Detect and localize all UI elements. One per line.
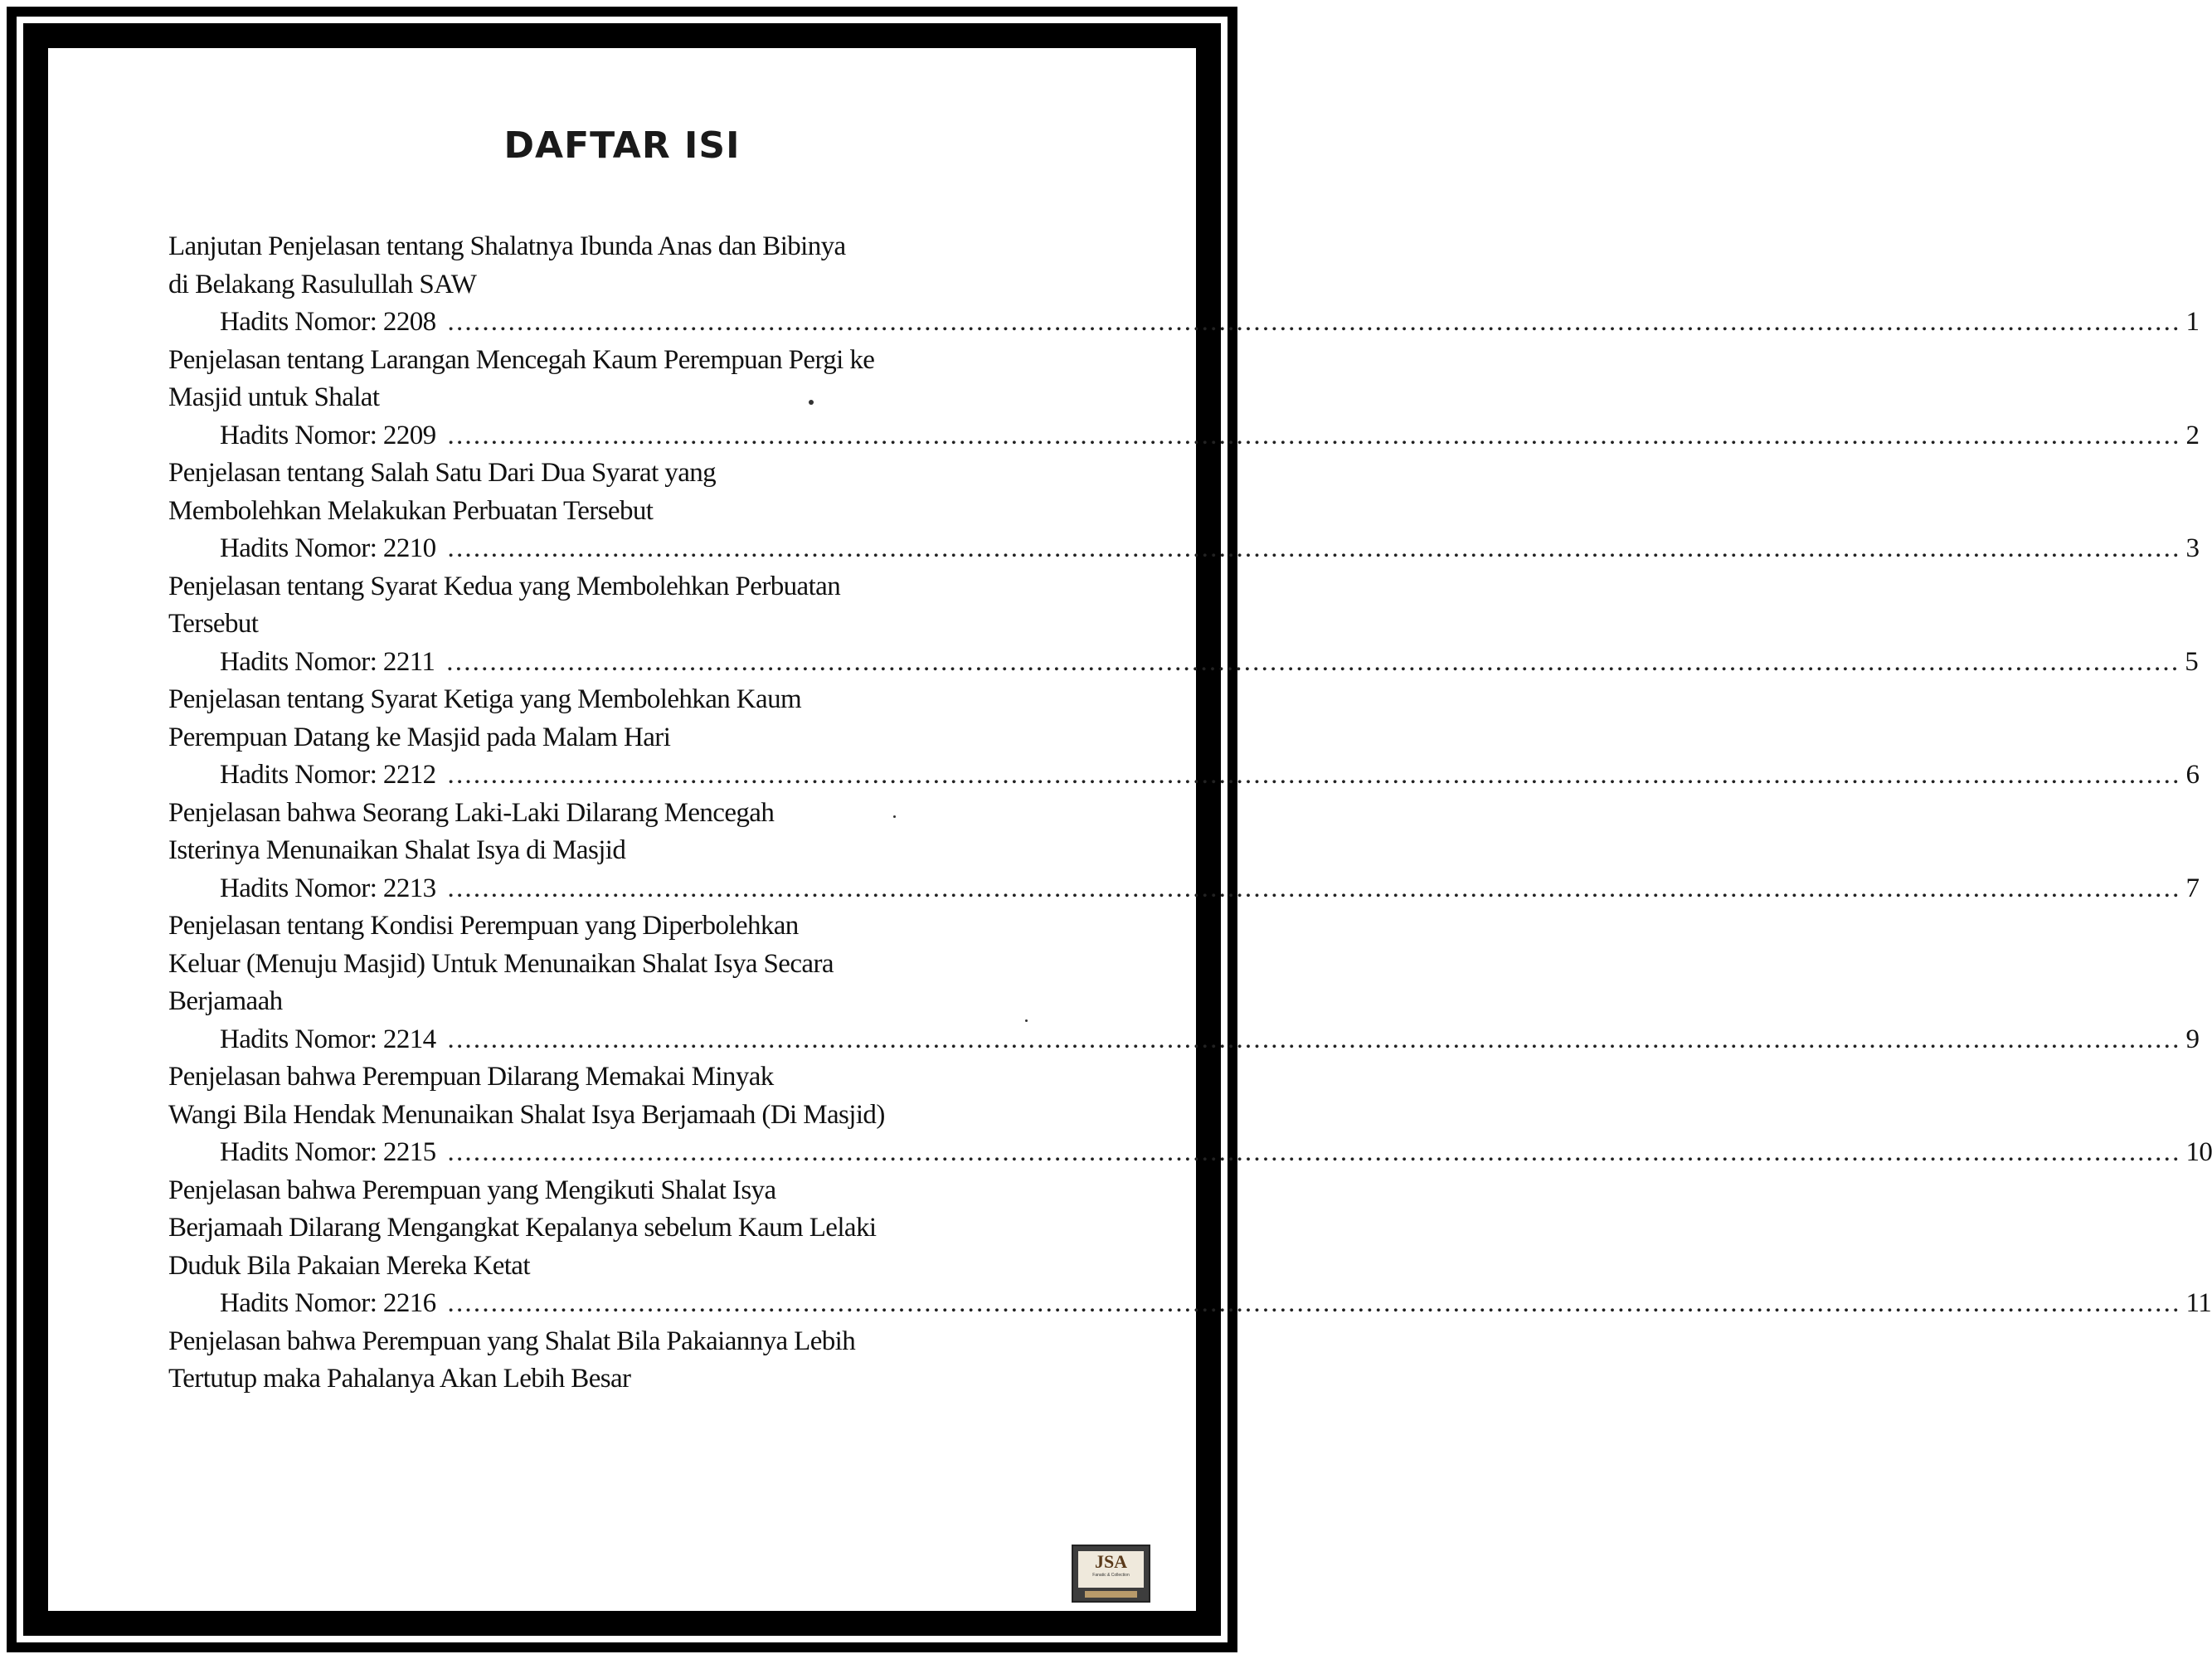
toc-entry-title-line: Keluar (Menuju Masjid) Untuk Menunaikan Shalat Isya Secara — [168, 948, 834, 979]
toc-entry — [168, 228, 2200, 342]
toc-entry — [168, 568, 2199, 682]
toc-entry-title-line: Penjelasan bahwa Perempuan yang Shalat Bila Pakaiannya Lebih — [168, 1326, 856, 1356]
dot-leader: ........................................................................................................................................................................................................ — [447, 420, 2181, 450]
toc-entry-title-line: Penjelasan bahwa Seorang Laki-Laki Dilarang Mencegah — [168, 797, 775, 828]
table-of-contents — [168, 228, 2212, 1399]
toc-hadith-line — [168, 530, 2200, 568]
page-number: 3 — [2185, 533, 2200, 563]
toc-hadith-line — [168, 304, 2200, 342]
toc-entry-title-line: Tertutup maka Pahalanya Akan Lebih Besar — [168, 1364, 631, 1394]
page-number: 2 — [2185, 420, 2200, 450]
page-number: 11 — [2185, 1288, 2212, 1318]
toc-entry — [168, 681, 2200, 795]
page-number: 7 — [2185, 873, 2200, 903]
toc-entry-title-line: Masjid untuk Shalat — [168, 382, 380, 412]
page-title: DAFTAR ISI — [503, 124, 741, 167]
toc-entry-title-line: di Belakang Rasulullah SAW — [168, 269, 477, 299]
page-number: 9 — [2185, 1024, 2200, 1054]
toc-hadith-line — [168, 644, 2199, 682]
toc-entry-title-line: Penjelasan tentang Salah Satu Dari Dua Syarat yang — [168, 458, 717, 488]
logo-brand: JSA — [1094, 1551, 1128, 1572]
page-number: 6 — [2185, 760, 2200, 790]
toc-entry-title-line: Perempuan Datang ke Masjid pada Malam Hari — [168, 722, 671, 752]
hadith-number: Hadits Nomor: 2213 — [220, 873, 436, 903]
page-number: 5 — [2185, 646, 2199, 677]
dot-leader: ........................................................................................................................................................................................................ — [447, 533, 2181, 563]
toc-entry-title-line: Isterinya Menunaikan Shalat Isya di Masjid — [168, 835, 626, 865]
page-number: 10 — [2185, 1137, 2212, 1167]
scan-speck — [893, 815, 896, 818]
toc-entry — [168, 1323, 1048, 1399]
toc-hadith-line — [168, 417, 2200, 455]
toc-hadith-line — [168, 757, 2200, 795]
toc-entry-title-line: Berjamaah Dilarang Mengangkat Kepalanya sebelum Kaum Lelaki — [168, 1213, 877, 1243]
toc-entry-title-line: Wangi Bila Hendak Menunaikan Shalat Isya Berjamaah (Di Masjid) — [168, 1099, 885, 1130]
hadith-number: Hadits Nomor: 2212 — [220, 760, 436, 790]
toc-hadith-line — [168, 1134, 2212, 1172]
hadith-number: Hadits Nomor: 2216 — [220, 1288, 436, 1318]
toc-hadith-line — [168, 1285, 2212, 1323]
scan-speck — [809, 400, 814, 405]
toc-entry — [168, 342, 2200, 455]
toc-entry — [168, 1172, 2212, 1323]
dot-leader: ........................................................................................................................................................................................................ — [447, 307, 2181, 337]
dot-leader: ........................................................................................................................................................................................................ — [447, 760, 2181, 790]
hadith-number: Hadits Nomor: 2215 — [220, 1137, 436, 1167]
toc-entry — [168, 455, 2200, 568]
toc-hadith-line — [168, 870, 2200, 908]
toc-entry-title-line: Penjelasan bahwa Perempuan Dilarang Memakai Minyak — [168, 1062, 774, 1092]
hadith-number: Hadits Nomor: 2214 — [220, 1024, 436, 1054]
toc-entry — [168, 795, 2200, 908]
toc-entry-title-line: Penjelasan tentang Syarat Ketiga yang Membolehkan Kaum — [168, 684, 802, 714]
toc-entry — [168, 1058, 2212, 1172]
toc-entry-title-line: Lanjutan Penjelasan tentang Shalatnya Ibunda Anas dan Bibinya — [168, 231, 846, 261]
dot-leader: ........................................................................................................................................................................................................ — [447, 873, 2181, 903]
toc-entry-title-line: Penjelasan tentang Syarat Kedua yang Membolehkan Perbuatan — [168, 571, 841, 601]
toc-entry-title-line: Penjelasan bahwa Perempuan yang Mengikuti Shalat Isya — [168, 1175, 776, 1205]
page-number: 1 — [2185, 307, 2200, 337]
dot-leader: ........................................................................................................................................................................................................ — [447, 1024, 2181, 1054]
toc-hadith-line — [168, 1021, 2200, 1059]
toc-entry-title-line: Duduk Bila Pakaian Mereka Ketat — [168, 1250, 530, 1281]
toc-entry-title-line: Membolehkan Melakukan Perbuatan Tersebut — [168, 495, 654, 526]
dot-leader: ........................................................................................................................................................................................................ — [447, 1288, 2181, 1318]
toc-entry-title-line: Penjelasan tentang Larangan Mencegah Kaum Perempuan Pergi ke — [168, 344, 875, 375]
toc-entry — [168, 907, 2200, 1058]
hadith-number: Hadits Nomor: 2208 — [220, 307, 436, 337]
dot-leader: ........................................................................................................................................................................................................ — [446, 646, 2180, 677]
dot-leader: ........................................................................................................................................................................................................ — [447, 1137, 2181, 1167]
scan-speck — [1025, 1019, 1028, 1022]
hadith-number: Hadits Nomor: 2209 — [220, 420, 436, 450]
toc-entry-title-line: Berjamaah — [168, 986, 283, 1016]
toc-entry-title-line: Tersebut — [168, 609, 259, 639]
jsa-logo — [1072, 1545, 1150, 1603]
hadith-number: Hadits Nomor: 2210 — [220, 533, 436, 563]
toc-entry-title-line: Penjelasan tentang Kondisi Perempuan yang Diperbolehkan — [168, 911, 799, 941]
hadith-number: Hadits Nomor: 2211 — [220, 646, 435, 677]
logo-tagline: Fanatic & Collection — [1092, 1573, 1130, 1578]
